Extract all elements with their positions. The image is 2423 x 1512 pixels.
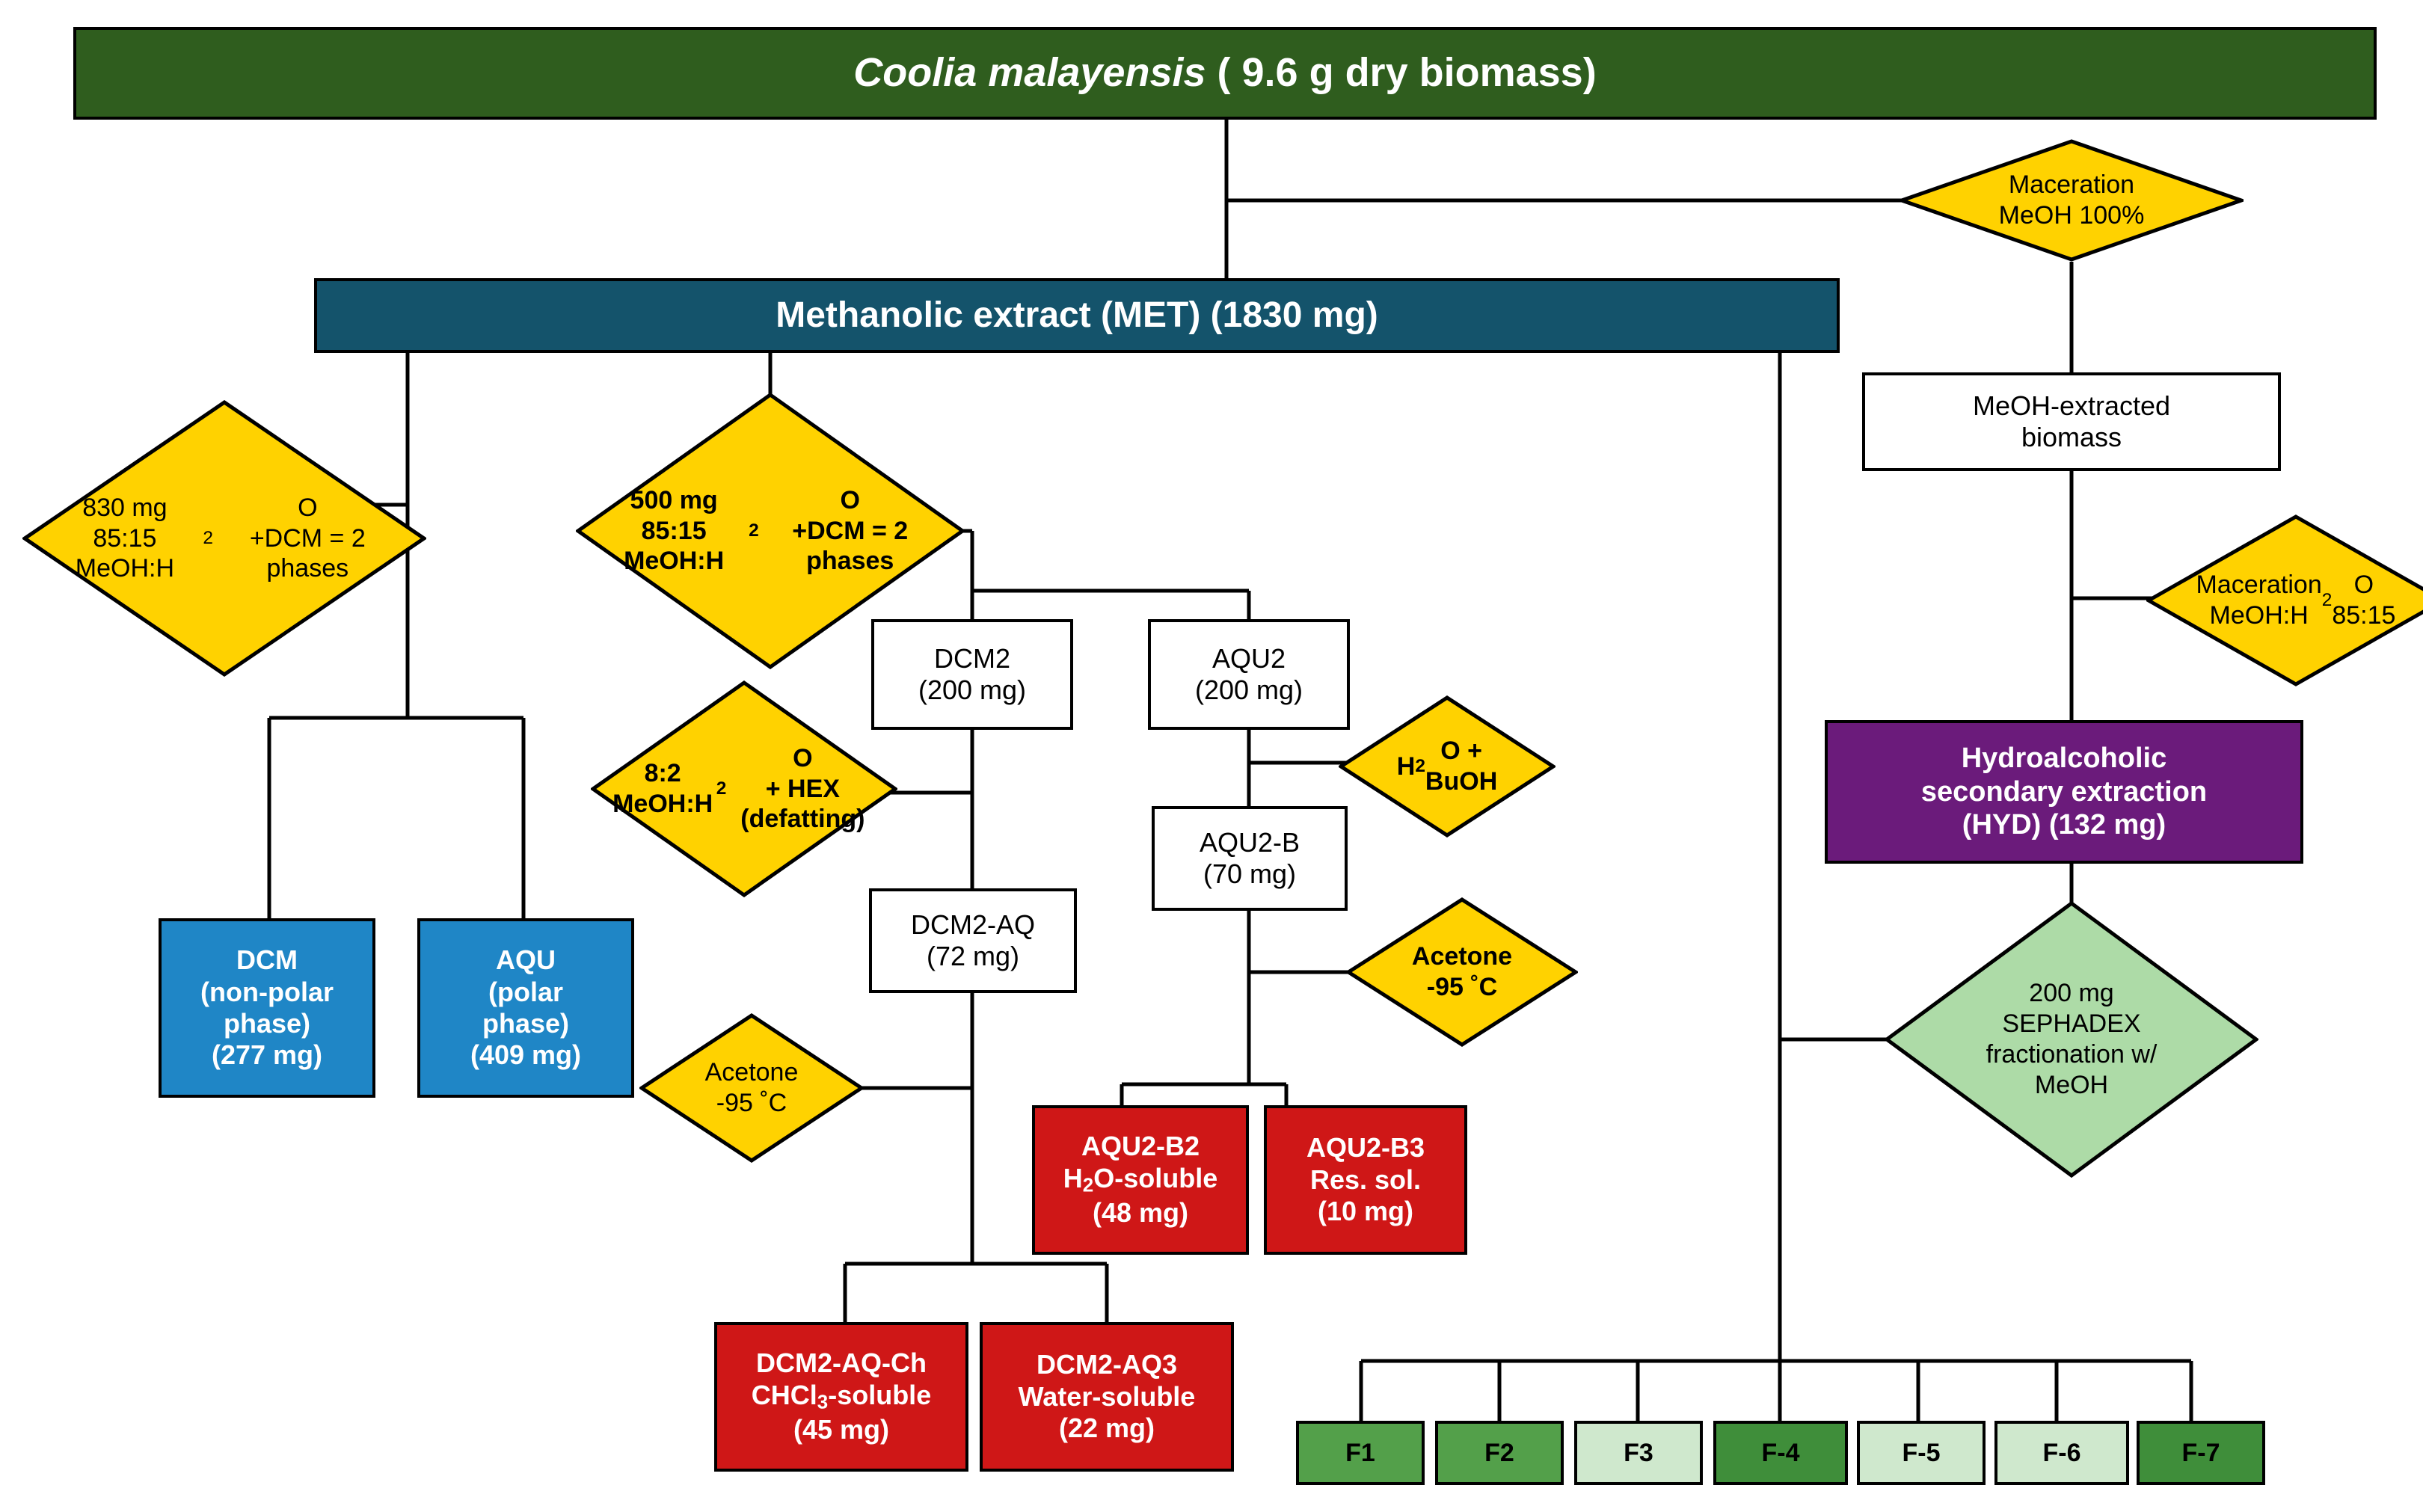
- aqu2-label: AQU2 (200 mg): [1194, 642, 1303, 705]
- fraction-label: F-7: [2181, 1438, 2220, 1467]
- fraction-box-f6: [1994, 1421, 2129, 1485]
- fraction-box-f5: [1857, 1421, 1986, 1485]
- fraction-box-f4: [1713, 1421, 1848, 1485]
- dcm2-box: [871, 619, 1073, 730]
- diamond-sephadex-label: 200 mg SEPHADEX fractionation w/ MeOH: [1986, 979, 2158, 1099]
- methanolic-extract-box: [314, 278, 1840, 353]
- diamond-maceration-meoh-label: Maceration MeOH 100%: [1998, 170, 2145, 230]
- dcm-box: [159, 918, 375, 1098]
- diamond-sephadex: [1885, 901, 2258, 1178]
- diamond-acetone-left: [639, 1013, 864, 1163]
- meoh-extracted-biomass-label: MeOH-extracted biomass: [1972, 390, 2171, 452]
- diamond-partition-830-label: 830 mg 85:15 MeOH:H 2 O +DCM = 2 phases: [75, 493, 366, 583]
- fraction-label: F-6: [2042, 1438, 2081, 1467]
- fraction-label: F2: [1484, 1438, 1514, 1467]
- fraction-box-f3: [1574, 1421, 1703, 1485]
- title-bar: [73, 27, 2377, 120]
- hydroalcoholic-extract-label: Hydroalcoholic secondary extraction (HYD) (132 mg): [1920, 742, 2208, 841]
- diamond-maceration-meoh-h2o-label: Maceration MeOH:H 2 O 85:15: [2196, 571, 2396, 630]
- dcm2-aq-ch-label: DCM2-AQ-Ch CHCl$_3$-soluble (45 mg): [751, 1347, 932, 1445]
- aqu2-b-label: AQU2-B (70 mg): [1199, 826, 1300, 889]
- title-species: Coolia malayensis ( 9.6 g dry biomass): [853, 50, 1597, 96]
- diamond-maceration-meoh-h2o: [2146, 514, 2423, 686]
- diamond-defatting-label: 8:2 MeOH:H 2 O + HEX (defatting): [612, 743, 865, 834]
- diamond-partition-500-label: 500 mg 85:15 MeOH:H 2 O +DCM = 2 phases: [624, 485, 909, 576]
- aqu2-b3-box: [1264, 1105, 1467, 1255]
- aqu-box: [417, 918, 634, 1098]
- methanolic-extract-label: Methanolic extract (MET) (1830 mg): [776, 295, 1378, 335]
- fraction-label: F3: [1624, 1438, 1653, 1467]
- fraction-label: F-4: [1761, 1438, 1800, 1467]
- dcm-label: DCM (non-polar phase) (277 mg): [200, 944, 334, 1071]
- diamond-acetone-right: [1346, 897, 1578, 1047]
- diamond-defatting: [591, 680, 897, 897]
- diamond-acetone-left-label: Acetone -95 ˚C: [704, 1058, 799, 1117]
- meoh-extracted-biomass-box: [1862, 372, 2281, 471]
- aqu2-b3-label: AQU2-B3 Res. sol. (10 mg): [1306, 1132, 1425, 1227]
- fraction-label: F1: [1345, 1438, 1375, 1467]
- aqu-label: AQU (polar phase) (409 mg): [470, 944, 582, 1071]
- diamond-h2o-buoh: [1339, 695, 1556, 838]
- diamond-maceration-meoh: [1900, 139, 2244, 262]
- aqu2-box: [1148, 619, 1350, 730]
- diamond-partition-830: [22, 400, 426, 677]
- fraction-box-f7: [2137, 1421, 2265, 1485]
- diamond-h2o-buoh-label: H 2 O + BuOH: [1396, 737, 1498, 796]
- dcm2-aq-ch-box: [714, 1322, 968, 1472]
- dcm2-aq-box: [869, 888, 1077, 993]
- aqu2-b2-label: AQU2-B2 $H_2O$-soluble (48 mg): [1063, 1131, 1218, 1229]
- dcm2-aq-label: DCM2-AQ (72 mg): [910, 909, 1035, 971]
- aqu2-b-box: [1152, 806, 1348, 911]
- hydroalcoholic-extract-box: [1825, 720, 2303, 864]
- dcm2-label: DCM2 (200 mg): [918, 642, 1027, 705]
- fraction-label: F-5: [1902, 1438, 1941, 1467]
- dcm2-aq3-label: DCM2-AQ3 Water-soluble (22 mg): [1018, 1349, 1196, 1444]
- fraction-box-f1: [1296, 1421, 1425, 1485]
- diamond-acetone-right-label: Acetone -95 ˚C: [1411, 942, 1513, 1001]
- dcm2-aq3-box: [980, 1322, 1234, 1472]
- aqu2-b2-box: [1032, 1105, 1249, 1255]
- fraction-box-f2: [1435, 1421, 1564, 1485]
